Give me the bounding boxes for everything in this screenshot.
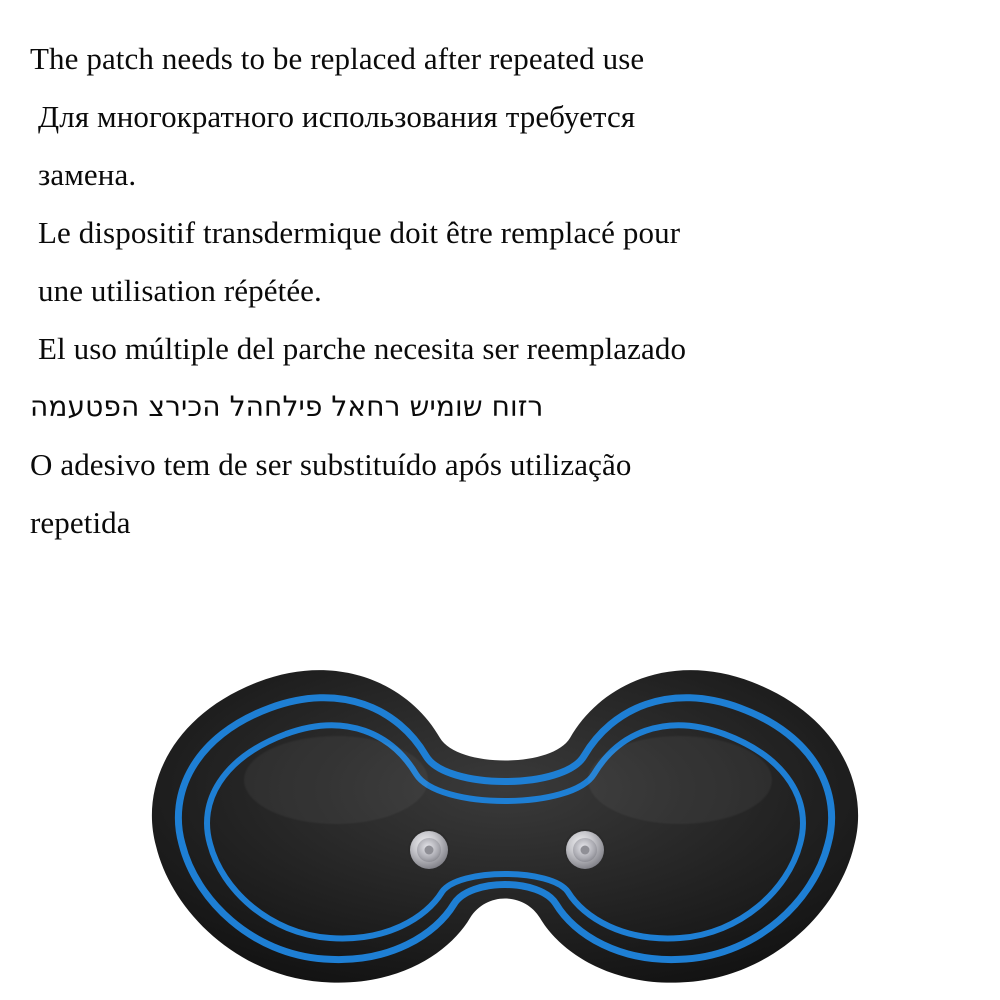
instruction-line-en: The patch needs to be replaced after repeated use [30,41,645,76]
instruction-line-pt-1: O adesivo tem de ser substituído após utilização [30,447,632,482]
electrode-stud-left [408,829,450,871]
instruction-line-ru-2: замена. [38,157,137,192]
product-photo [140,660,870,990]
instruction-line-es: El uso múltiple del parche necesita ser reemplazado [38,331,687,366]
instruction-line-fr-2: une utilisation répétée. [38,273,322,308]
electrode-stud-right [564,829,606,871]
instruction-line-ru-1: Для многократного использования требуется [38,99,636,134]
instruction-line-pt-2: repetida [30,505,131,540]
gel-pad-illustration [140,660,870,990]
pad-highlight-left [244,736,428,824]
instruction-line-he: רזוח שומיש רחאל פילחהל הכירצ הפטעמה [30,390,544,423]
instruction-line-fr-1: Le dispositif transdermique doit être remplacé pour [38,215,681,250]
pad-highlight-right [588,736,772,824]
